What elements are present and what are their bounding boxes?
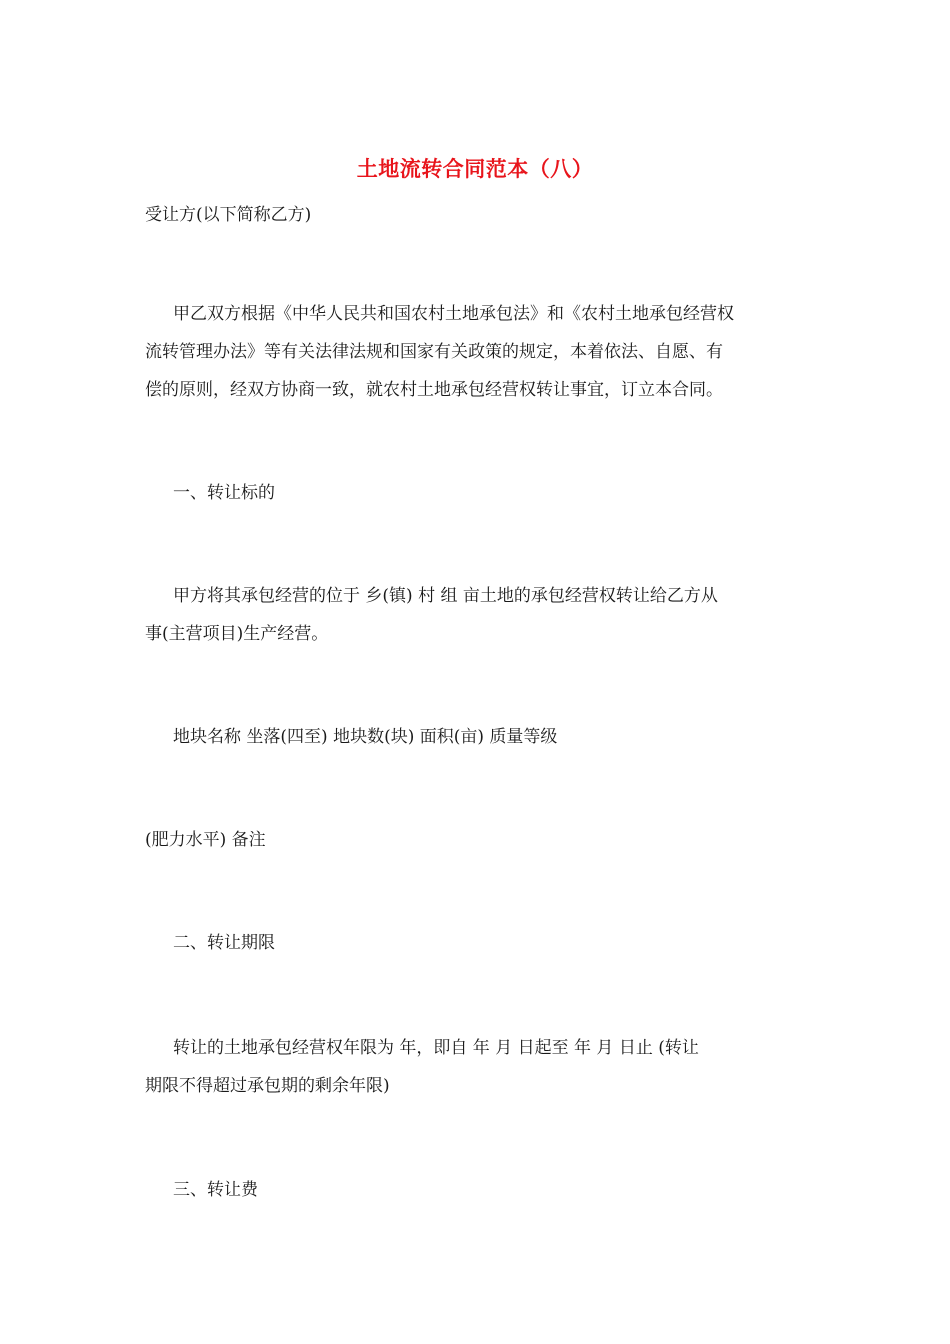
transfer-term-line-1: 转让的土地承包经营权年限为 年，即自 年 月 日起至 年 月 日止 (转让 bbox=[173, 1038, 699, 1058]
transfer-term-line-2: 期限不得超过承包期的剩余年限) bbox=[145, 1076, 390, 1096]
preamble-line-3: 偿的原则，经双方协商一致，就农村土地承包经营权转让事宜，订立本合同。 bbox=[145, 380, 723, 400]
transfer-subject-line-1: 甲方将其承包经营的位于 乡(镇) 村 组 亩土地的承包经营权转让给乙方从 bbox=[173, 586, 718, 606]
preamble-line-1: 甲乙双方根据《中华人民共和国农村土地承包法》和《农村土地承包经营权 bbox=[173, 304, 734, 324]
document-title: 土地流转合同范本（八） bbox=[356, 156, 594, 181]
transfer-subject-line-2: 事(主营项目)生产经营。 bbox=[145, 624, 329, 644]
plot-table-header-line-1: 地块名称 坐落(四至) 地块数(块) 面积(亩) 质量等级 bbox=[173, 727, 558, 747]
party-b-line: 受让方(以下简称乙方) bbox=[145, 205, 312, 225]
plot-table-header-line-2: (肥力水平) 备注 bbox=[145, 830, 266, 850]
section-heading-2: 二、转让期限 bbox=[173, 933, 275, 953]
preamble-line-2: 流转管理办法》等有关法律法规和国家有关政策的规定，本着依法、自愿、有 bbox=[145, 342, 723, 362]
section-heading-1: 一、转让标的 bbox=[173, 483, 275, 503]
section-heading-3: 三、转让费 bbox=[173, 1180, 258, 1200]
